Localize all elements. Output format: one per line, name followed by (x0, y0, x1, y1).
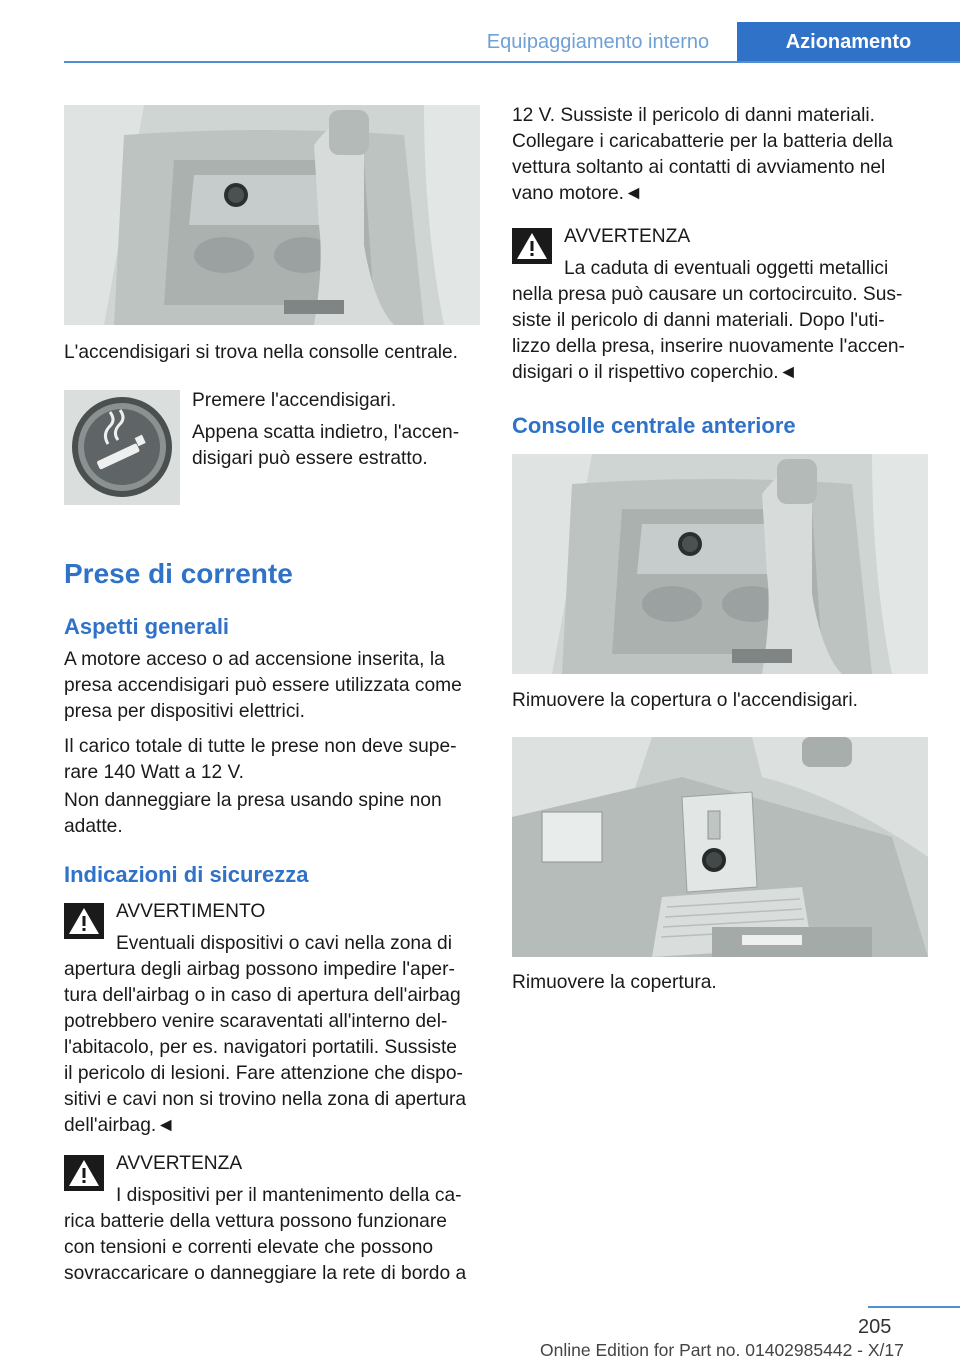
warning3-line5: disigari o il rispettivo coperchio.◄ (512, 362, 798, 383)
warning3-line2: nella presa può causare un cortocircuito. Sus‐ (512, 284, 903, 305)
heading-front-center-console: Consolle centrale anteriore (512, 413, 796, 438)
plugs-text-line1: Non danneggiare la presa usando spine non (64, 790, 442, 811)
warning1-line5: l'abitacolo, per es. navigatori portatili. Sussiste (64, 1037, 457, 1058)
footer-rule (868, 1306, 960, 1308)
edition-note: Online Edition for Part no. 01402985442 - X/17 (540, 1340, 904, 1360)
caption-remove-cover-or-lighter: Rimuovere la copertura o l'accendisigari. (512, 690, 859, 711)
running-header-section: Equipaggiamento interno (486, 31, 710, 53)
continued-line2: Collegare i caricabatterie per la batteria della (512, 131, 893, 152)
warning1-line6: il pericolo di lesioni. Fare attenzione che dispo‐ (64, 1063, 463, 1084)
page-number: 205 (858, 1316, 892, 1338)
continued-line3: vettura soltanto ai contatti di avviamento nel (512, 157, 886, 178)
load-text-line2: rare 140 Watt a 12 V. (64, 762, 244, 783)
general-text-line1: A motore acceso o ad accensione inserita, la (64, 649, 445, 670)
heading-general-aspects: Aspetti generali (64, 614, 230, 639)
warning3-line1: La caduta di eventuali oggetti metallici (564, 258, 889, 279)
warning3-line4: lizzo della presa, inserire nuovamente l'accen‐ (512, 336, 905, 357)
warning1-title: AVVERTIMENTO (116, 901, 266, 922)
general-text-line2: presa accendisigari può essere utilizzata come (64, 675, 462, 696)
warning-triangle-icon (512, 228, 552, 264)
warning3-line3: siste il pericolo di danni materiali. Dopo l'uti‐ (512, 310, 885, 331)
warning1-line1: Eventuali dispositivi o cavi nella zona di (116, 933, 452, 954)
caption-lighter-location: L'accendisigari si trova nella consolle centrale. (64, 342, 459, 363)
front-console-socket-photo (512, 454, 928, 674)
warning1-line3: tura dell'airbag o in caso di apertura dell'airbag (64, 985, 461, 1006)
general-text-line3: presa per dispositivi elettrici. (64, 701, 306, 722)
caption-remove-cover: Rimuovere la copertura. (512, 972, 717, 993)
cigarette-lighter-button-icon (64, 390, 180, 505)
warning-triangle-icon (64, 903, 104, 939)
center-console-lighter-photo (64, 105, 480, 325)
warning2-line1: I dispositivi per il mantenimento della ca‐ (116, 1185, 462, 1206)
continued-line1: 12 V. Sussiste il pericolo di danni materiali. (512, 105, 875, 126)
heading-power-sockets: Prese di corrente (64, 558, 293, 589)
warning2-line2: rica batterie della vettura possono funzionare (64, 1211, 447, 1232)
running-header-chapter-tab: Azionamento (737, 22, 960, 63)
warning3-title: AVVERTENZA (564, 226, 691, 247)
warning2-title: AVVERTENZA (116, 1153, 243, 1174)
warning-triangle-icon (64, 1155, 104, 1191)
warning1-line2: apertura degli airbag possono impedire l'aper‐ (64, 959, 455, 980)
warning1-line8: dell'airbag.◄ (64, 1115, 176, 1136)
warning2-line3: con tensioni e correnti elevate che possono (64, 1237, 434, 1258)
load-text-line1: Il carico totale di tutte le prese non deve supe‐ (64, 736, 457, 757)
instruction-press-lighter: Premere l'accendisigari. (192, 390, 397, 411)
continued-line4: vano motore.◄ (512, 183, 643, 204)
instruction-lighter-pops-line2: disigari può essere estratto. (192, 448, 428, 469)
plugs-text-line2: adatte. (64, 816, 123, 837)
header-rule (64, 61, 960, 63)
instruction-lighter-pops-line1: Appena scatta indietro, l'accen‐ (192, 422, 460, 443)
warning1-line4: potrebbero venire scaraventati all'interno del‐ (64, 1011, 448, 1032)
warning2-line4: sovraccaricare o danneggiare la rete di bordo a (64, 1263, 467, 1284)
warning1-line7: sitivi e cavi non si trovino nella zona di apertura (64, 1089, 467, 1110)
center-armrest-socket-photo (512, 737, 928, 957)
heading-safety-notes: Indicazioni di sicurezza (64, 862, 309, 887)
